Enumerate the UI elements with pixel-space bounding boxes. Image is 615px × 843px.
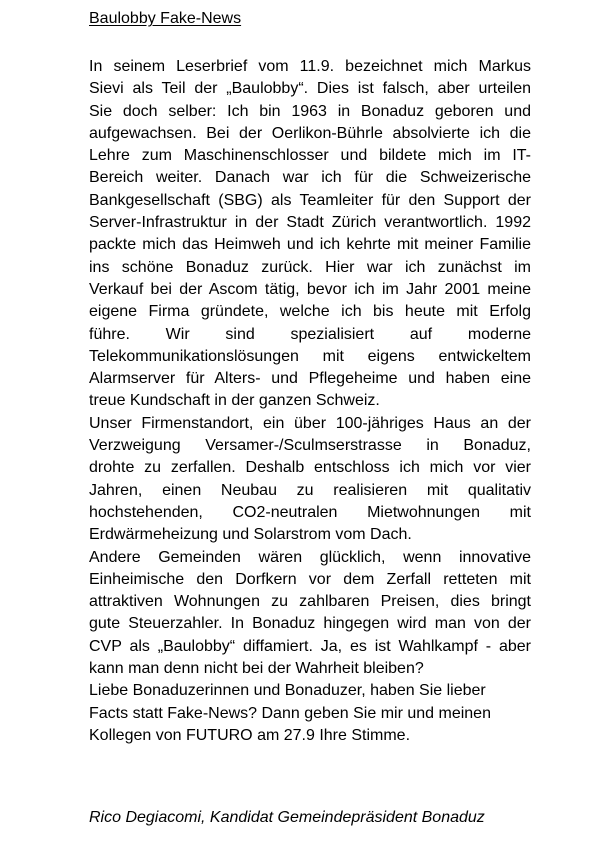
body-line: Andere Gemeinden wären glücklich, wenn innovative (89, 548, 531, 566)
body-line: Unser Firmenstandort, ein über 100-jähriges Haus an der (89, 414, 531, 432)
body-line: Telekommunikationslösungen mit eigens entwickeltem (89, 347, 531, 365)
body-line: Liebe Bonaduzerinnen und Bonaduzer, haben Sie lieber (89, 682, 486, 700)
body-line: Server-Infrastruktur in der Stadt Zürich verantwortlich. 1992 (89, 214, 531, 232)
body-line: hochstehenden, CO2-neutralen Mietwohnungen mit (89, 503, 531, 521)
body-line: Alarmserver für Alters- und Pflegeheime und haben eine (89, 370, 531, 388)
body-line: Jahren, einen Neubau zu realisieren mit qualitativ (89, 481, 531, 499)
body-line: Kollegen von FUTURO am 27.9 Ihre Stimme. (89, 726, 411, 744)
body-line: aufgewachsen. Bei der Oerlikon-Bührle absolvierte ich die (89, 124, 531, 142)
body-line: kann man denn nicht bei der Wahrheit bleiben? (89, 660, 424, 678)
letter-signature: Rico Degiacomi, Kandidat Gemeindepräsident Bonaduz (89, 809, 485, 826)
body-line: CVP als „Baulobby“ diffamiert. Ja, es ist Wahlkampf - aber (89, 637, 531, 655)
letter-body (89, 56, 531, 747)
body-line: ins schöne Bonaduz zurück. Hier war ich zunächst im (89, 258, 531, 276)
body-line: Verzweigung Versamer-/Sculmserstrasse in Bonaduz, (89, 437, 531, 455)
body-line: Erdwärmeheizung und Solarstrom vom Dach. (89, 526, 412, 544)
body-line: drohte zu zerfallen. Deshalb entschloss ich mich vor vier (89, 459, 531, 477)
body-line: packte mich das Heimweh und ich kehrte mit meiner Familie (89, 236, 531, 254)
body-line: führe. Wir sind spezialisiert auf moderne (89, 325, 531, 343)
body-line: Sievi als Teil der „Baulobby“. Dies ist falsch, aber urteilen (89, 80, 531, 98)
body-line: Bankgesellschaft (SBG) als Teamleiter für den Support der (89, 191, 531, 209)
body-line: Bereich weiter. Danach war ich für die Schweizerische (89, 169, 531, 187)
body-line: gute Steuerzahler. In Bonaduz hingegen wird man von der (89, 615, 531, 633)
body-line: Facts statt Fake-News? Dann geben Sie mir und meinen (89, 704, 491, 722)
body-line: Verkauf bei der Ascom tätig, bevor ich im Jahr 2001 meine (89, 280, 531, 298)
body-line: Einheimische den Dorfkern vor dem Zerfall retteten mit (89, 570, 531, 588)
body-line: Lehre zum Maschinenschlosser und bildete mich im IT- (89, 147, 531, 165)
body-line: attraktiven Wohnungen zu zahlbaren Preisen, dies bringt (89, 593, 531, 611)
body-line: treue Kundschaft in der ganzen Schweiz. (89, 392, 380, 410)
letter-title: Baulobby Fake-News (89, 10, 242, 27)
body-line: Sie doch selber: Ich bin 1963 in Bonaduz geboren und (89, 102, 531, 120)
body-line: eigene Firma gründete, welche ich bis heute mit Erfolg (89, 303, 531, 321)
body-line: In seinem Leserbrief vom 11.9. bezeichnet mich Markus (89, 58, 531, 75)
